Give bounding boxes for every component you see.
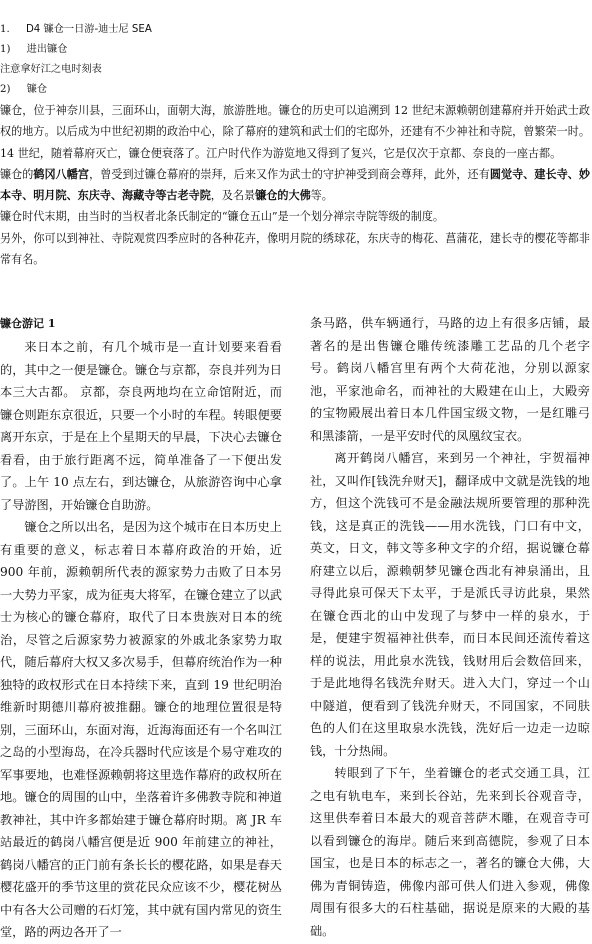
travelogue-paragraph: 离开鹤岗八幡宫，来到另一个神社，宇贺福神社，又叫作[钱洗弁财天]，翻译成中文就是洗钱的地方，但这个洗钱可不是金融法规所要管理的那种洗钱，这是真正的洗钱——用水洗钱，门口有中文，英文，日文，韩文等多种文字的介绍，据说镰仓幕府建立以后，源赖朝梦见镰仓西北有神泉涌出，且寻得此泉可保天下太平，于是派氏寻访此泉，果然在镰仓西北的山中发现了与梦中一样的泉水，于是，便建宇贺福神社供奉，而日本民间还流传着这样的说法，用此泉水洗钱，钱财用后会数倍回来，于是此地得名钱洗弁财天。进入大门，穿过一个山中隧道，便看到了钱洗弁财天，不同国家，不同肤色的人们在这里取泉水洗钱，洗好后一边走一边晾钱，十分热闹。: [310, 451, 590, 758]
itinerary-section: [0, 20, 590, 270]
heading-number: 1.: [0, 24, 10, 35]
travelogue-paragraph: 来日本之前，有几个城市是一直计划要来看看的，其中之一便是镰仓。镰仓与京都，奈良并列为日本三大古都。 京都，奈良两地均在立命馆附近，而镰仓则距东京很近，只要一个小时的车程。转眼便要离开东京，于是在上个星期天的早晨，下决心去镰仓看看，由于旅行距离不远，简单准备了一下便出发了。上午 10 点左右，到达镰仓，从旅游咨询中心拿了导游图，开始镰仓自助游。: [0, 340, 282, 512]
bold-great-buddha: 镰仓的大佛: [255, 189, 311, 203]
travelogue-paragraph: 条马路，供车辆通行，马路的边上有很多店铺，最著名的是出售镰仓雕传统漆雕工艺品的几个老字号。鹤岗八幡宫里有两个大荷花池，分别以源家池，平家池命名，而神社的大殿建在山上，大殿旁的宝物殿展出着日本几件国宝级文物，一是红雕弓和黑漆箭，一是平安时代的凤凰纹宝衣。: [310, 316, 590, 443]
travelogue-paragraph: 镰仓之所以出名，是因为这个城市在日本历史上有重要的意义，标志着日本幕府政治的开始，近 900 年前，源赖朝所代表的源家势力击败了日本另一大势力平家，成为征夷大将军，在镰仓建立了以武士为核心的镰仓幕府，取代了日本贵族对日本的统治，尽管之后源家势力被源家的外戚北条家势力取代，随后幕府大权又多次易手，但幕府统治作为一种独特的政权形式在日本持续下来，直到 19 世纪明治维新时期德川幕府被推翻。镰仓的地理位置很是特别，三面环山，东面对海，近海海面还有一个名叫江之岛的小型海岛，在冷兵器时代应该是个易守难攻的军事要地，也难怪源赖朝将这里选作幕府的政权所在地。镰仓的周围的山中，坐落着许多佛教寺院和神道教神社，其中许多都始建于镰仓幕府时期。离 JR 车站最近的鹤岗八幡宫便是近 900 年前建立的神社，鹤岗八幡宫的正门前有条长长的樱花路，如果是春天樱花盛开的季节这里的赏花民众应该不少，樱花树丛中有各大公司赠的石灯笼，其中就有国内常见的资生堂，路的两边各开了一: [0, 520, 282, 939]
intro-paragraph-2: [0, 164, 590, 207]
intro-text: 等。: [310, 189, 333, 203]
list-item-1-label: 进出镰仓: [26, 44, 68, 55]
intro-paragraph-3: 镰仓时代末期，由当时的当权者北条氏制定的“镰仓五山”是一个划分禅宗寺院等级的制度。: [0, 210, 445, 224]
travelogue-paragraph: 转眼到了下午，坐着镰仓的老式交通工具，江之电有轨电车，来到长谷站，先来到长谷观音寺，这里供奉着日本最大的观音菩萨木雕，在观音寺可以看到镰仓的海岸。随后来到高德院，参观了日本国宝，也是日本的标志之一，著名的镰仓大佛，大佛为青铜铸造，佛像内部可供人们进入参观，佛像周围有很多大的石柱基础，据说是原来的大殿的基础。: [310, 766, 590, 938]
list-item-2: [0, 80, 590, 100]
intro-paragraph-1: 镰仓，位于神奈川县，三面环山，面朝大海，旅游胜地。镰仓的历史可以追溯到 12 世纪末源赖朝创建幕府并开始武士政权的地方。以后成为中世纪初期的政治中心，除了幕府的建筑和武士们的宅邸外，还建有不少神社和寺院，曾繁荣一时。14 世纪，随着幕府灭亡，镰仓便衰落了。江户时代作为游览地又得到了复兴，它是仅次于京都、奈良的一座古都。: [0, 104, 590, 160]
travelogue-left-column: [0, 312, 282, 944]
list-item-2-number: 2): [0, 84, 11, 95]
heading-title: D4 镰仓一日游-迪士尼 SEA: [25, 24, 152, 35]
intro-text: ，曾受到过镰仓幕府的崇拜，后来又作为武士的守护神受到商会尊拜，此外，还有: [89, 167, 490, 181]
list-item-2-label: 镰仓: [26, 84, 48, 95]
intro-paragraph-4: 另外，你可以到神社、寺院观赏四季应时的各种花卉，像明月院的绣球花，东庆寺的梅花、菖蒲花，建长寺的樱花等都非常有名。: [0, 231, 590, 267]
day-heading: [0, 20, 590, 40]
intro-text: 镰仓的: [0, 167, 34, 181]
travelogue-right-column: [310, 312, 590, 942]
list-item-1: [0, 40, 590, 60]
list-item-1-number: 1): [0, 44, 11, 55]
timetable-note: 注意拿好江之电时刻表: [0, 64, 102, 75]
intro-text: ，及名景: [210, 189, 256, 203]
travelogue-title: 镰仓游记 1: [0, 317, 56, 330]
bold-temple-list: 圆觉寺、建长寺、妙本寺、明月院、东庆寺、海藏寺等古老寺院: [0, 167, 590, 203]
bold-shrine-name: 鹤冈八幡宫: [33, 167, 90, 181]
